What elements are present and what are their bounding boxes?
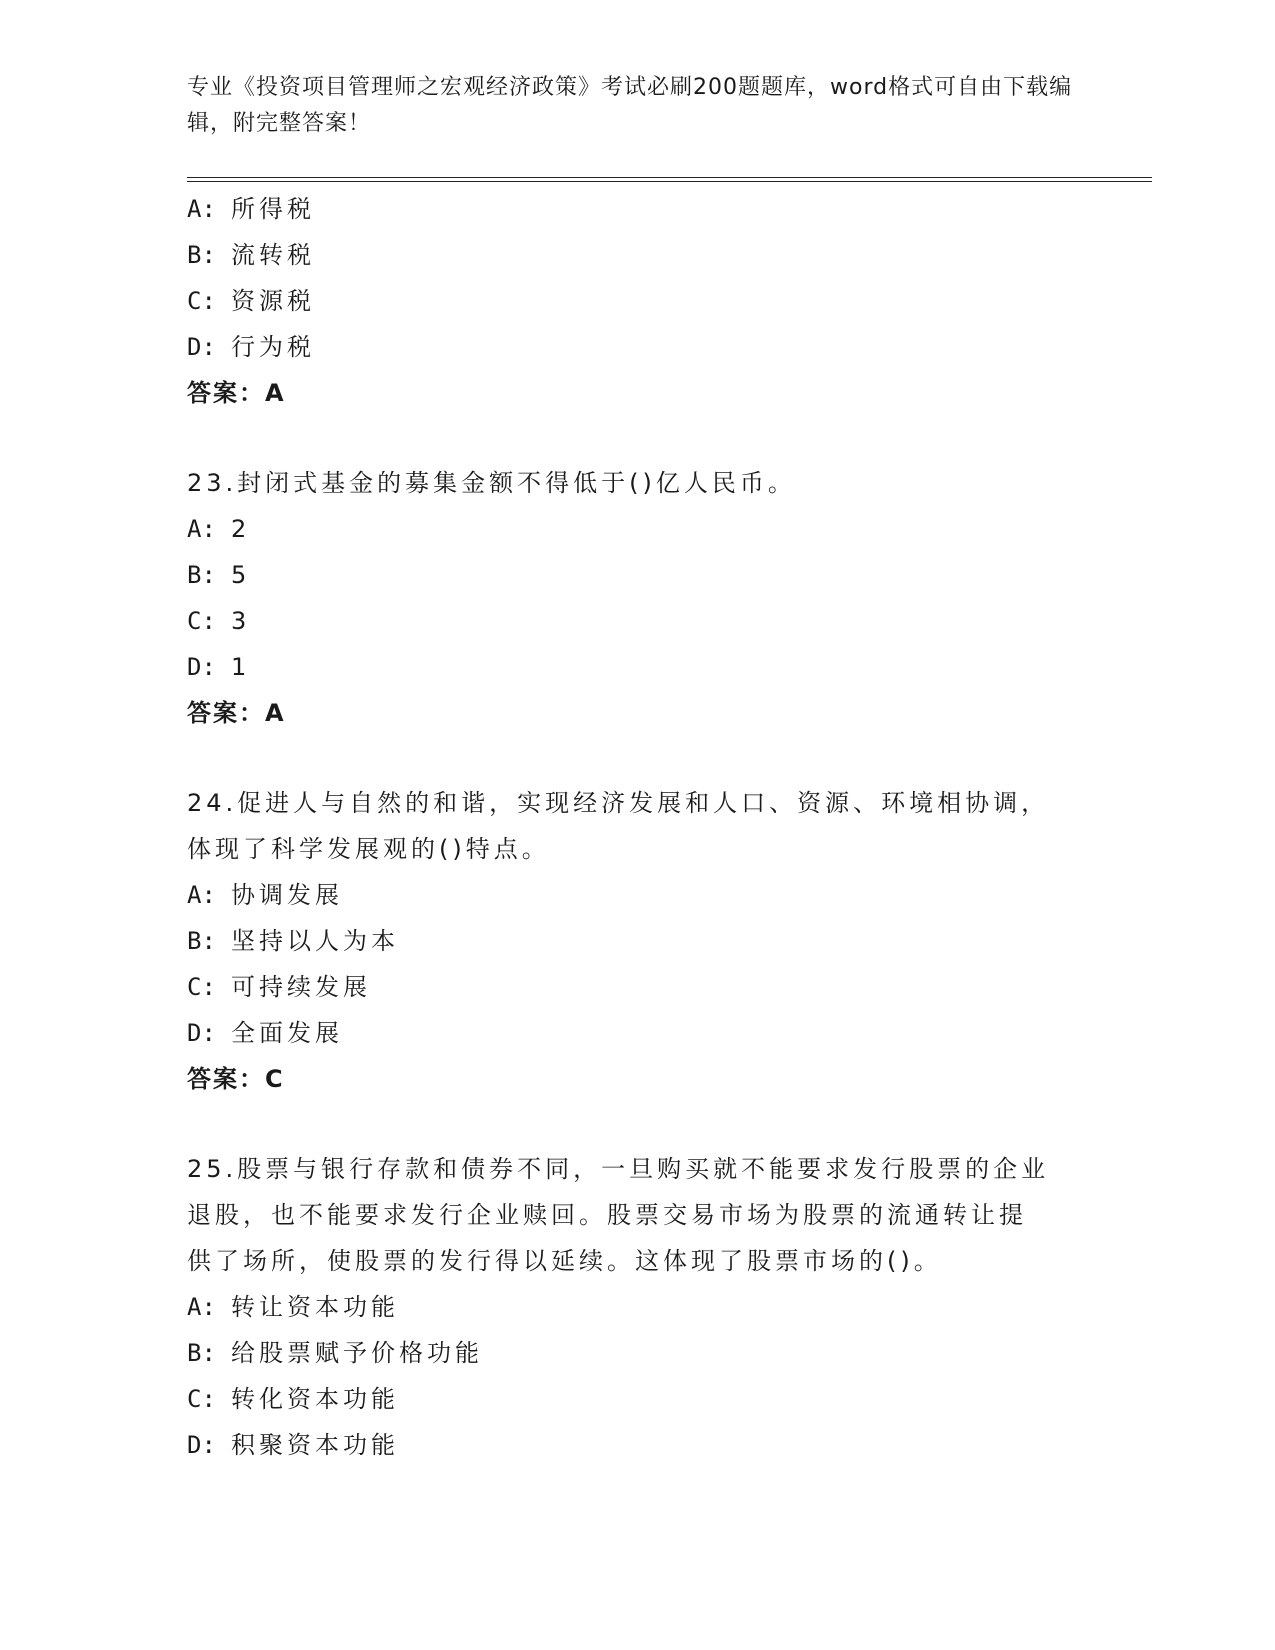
option-b xyxy=(187,918,1087,964)
option-c xyxy=(187,1376,1087,1422)
option-text: 所得税 xyxy=(231,195,315,223)
option-letter: D : xyxy=(187,1010,231,1056)
option-letter: B : xyxy=(187,232,231,278)
option-c xyxy=(187,278,1087,324)
spacer xyxy=(187,416,1087,460)
option-text: 全面发展 xyxy=(231,1019,343,1047)
option-letter: D : xyxy=(187,1422,231,1468)
option-d xyxy=(187,1010,1087,1056)
option-text: 协调发展 xyxy=(231,881,343,909)
option-a xyxy=(187,506,1087,552)
question-stem-line: 体现了科学发展观的()特点。 xyxy=(187,835,550,863)
question-stem-line: 供了场所，使股票的发行得以延续。这体现了股票市场的()。 xyxy=(187,1247,942,1275)
question-stem-line: 退股，也不能要求发行企业赎回。股票交易市场为股票的流通转让提 xyxy=(187,1201,1027,1229)
spacer xyxy=(187,1102,1087,1146)
option-text: 资源税 xyxy=(231,287,315,315)
question-list xyxy=(187,186,1087,1468)
question-stem-line: 24.促进人与自然的和谐，实现经济发展和人口、资源、环境相协调， xyxy=(187,789,1050,817)
option-letter: A : xyxy=(187,186,231,232)
option-letter: A : xyxy=(187,506,231,552)
option-letter: A : xyxy=(187,1284,231,1330)
option-text: 给股票赋予价格功能 xyxy=(231,1339,483,1367)
header-double-rule xyxy=(187,177,1152,182)
document-header: 专业《投资项目管理师之宏观经济政策》考试必刷200题题库，word格式可自由下载编辑，附完整答案！ xyxy=(187,75,1073,136)
option-d xyxy=(187,1422,1087,1468)
option-text: 积聚资本功能 xyxy=(231,1431,399,1459)
option-d xyxy=(187,324,1087,370)
option-b xyxy=(187,232,1087,278)
option-text: 5 xyxy=(231,561,251,589)
option-b xyxy=(187,552,1087,598)
option-letter: C : xyxy=(187,964,231,1010)
option-a xyxy=(187,186,1087,232)
option-text: 坚持以人为本 xyxy=(231,927,399,955)
option-text: 2 xyxy=(231,515,251,543)
option-b xyxy=(187,1330,1087,1376)
option-letter: B : xyxy=(187,918,231,964)
option-text: 转化资本功能 xyxy=(231,1385,399,1413)
answer-line: 答案：A xyxy=(187,379,286,407)
option-letter: C : xyxy=(187,278,231,324)
answer-line: 答案：C xyxy=(187,1065,285,1093)
answer-line: 答案：A xyxy=(187,699,286,727)
option-text: 1 xyxy=(231,653,251,681)
option-c xyxy=(187,964,1087,1010)
spacer xyxy=(187,736,1087,780)
question-23 xyxy=(187,460,1087,736)
option-a xyxy=(187,872,1087,918)
option-d xyxy=(187,644,1087,690)
option-c xyxy=(187,598,1087,644)
option-text: 转让资本功能 xyxy=(231,1293,399,1321)
option-a xyxy=(187,1284,1087,1330)
question-25 xyxy=(187,1146,1087,1468)
question-stem-line: 25.股票与银行存款和债券不同，一旦购买就不能要求发行股票的企业 xyxy=(187,1155,1050,1183)
question-24 xyxy=(187,780,1087,1102)
question-22 xyxy=(187,186,1087,416)
option-text: 流转税 xyxy=(231,241,315,269)
option-letter: C : xyxy=(187,598,231,644)
option-letter: D : xyxy=(187,324,231,370)
option-text: 可持续发展 xyxy=(231,973,371,1001)
option-text: 行为税 xyxy=(231,333,315,361)
option-letter: B : xyxy=(187,552,231,598)
option-text: 3 xyxy=(231,607,251,635)
option-letter: A : xyxy=(187,872,231,918)
option-letter: C : xyxy=(187,1376,231,1422)
option-letter: B : xyxy=(187,1330,231,1376)
question-stem: 23.封闭式基金的募集金额不得低于()亿人民币。 xyxy=(187,469,796,497)
option-letter: D : xyxy=(187,644,231,690)
